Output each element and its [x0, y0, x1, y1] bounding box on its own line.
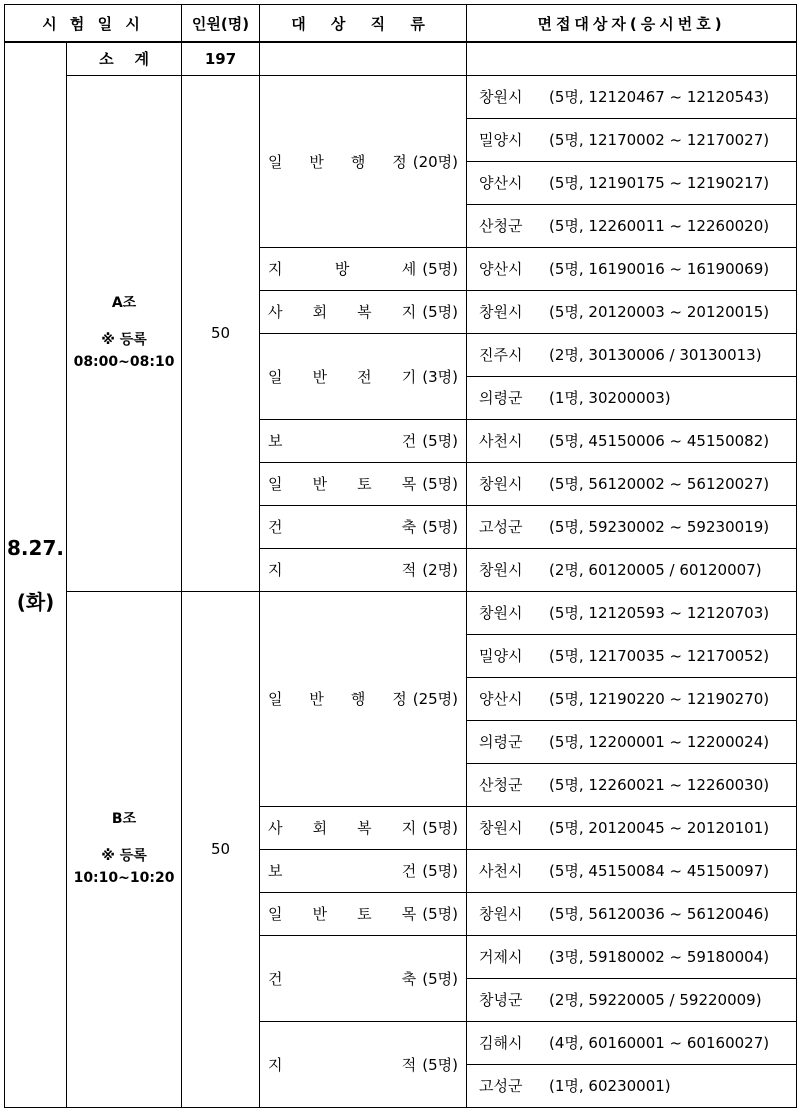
job-name — [268, 301, 422, 322]
job-name-char: 목 — [401, 905, 417, 923]
registration-note: ※ 등록 — [101, 331, 147, 348]
job-category-inner — [268, 1054, 458, 1075]
job-name — [268, 968, 422, 989]
candidate-detail: (5명, 20120003 ~ 20120015) — [549, 303, 770, 321]
candidate-city: 고성군 — [479, 1077, 523, 1095]
group-cell — [67, 75, 182, 591]
candidate-city: 산청군 — [479, 217, 523, 235]
group-count: 50 — [182, 75, 260, 591]
candidate-detail: (5명, 56120002 ~ 56120027) — [549, 475, 770, 493]
job-category-inner — [268, 151, 458, 172]
job-name-char: 토 — [357, 905, 372, 923]
candidate-detail: (2명, 30130006 / 30130013) — [549, 346, 762, 364]
group-gap — [67, 831, 181, 845]
job-category-inner — [268, 559, 458, 580]
candidate-detail: (5명, 45150084 ~ 45150097) — [549, 862, 770, 880]
candidate-city: 의령군 — [479, 733, 523, 751]
candidate-cell — [467, 419, 797, 462]
job-name-char: 지 — [268, 260, 283, 278]
candidate-cell — [467, 720, 797, 763]
job-count: (5명) — [422, 432, 459, 450]
job-name-char: 건 — [268, 969, 283, 988]
job-name-char: 지 — [268, 1055, 283, 1074]
candidate-cell — [467, 591, 797, 634]
candidate-cell — [467, 505, 797, 548]
job-name-char: 복 — [357, 303, 372, 321]
job-name-char: 사 — [268, 303, 283, 321]
job-name — [268, 1054, 422, 1075]
job-name-char: 지 — [401, 819, 417, 837]
job-category — [260, 333, 467, 419]
job-name — [268, 817, 422, 838]
group-count: 50 — [182, 591, 260, 1107]
group-gap — [67, 315, 181, 329]
candidate-cell — [467, 1021, 797, 1064]
candidate-detail: (5명, 16190016 ~ 16190069) — [549, 260, 770, 278]
candidate-detail: (5명, 12200001 ~ 12200024) — [549, 733, 770, 751]
job-category — [260, 290, 467, 333]
job-name-char: 정 — [392, 690, 407, 708]
candidate-detail: (2명, 59220005 / 59220009) — [549, 991, 762, 1009]
group-name: B조 — [111, 811, 137, 828]
candidate-city: 창원시 — [479, 819, 523, 837]
job-category-inner — [268, 366, 458, 387]
candidate-detail: (2명, 60120005 / 60120007) — [549, 561, 762, 579]
candidate-city: 양산시 — [479, 690, 523, 708]
job-name-char: 세 — [401, 260, 417, 278]
job-count: (5명) — [422, 905, 459, 923]
subtotal-value: 197 — [182, 42, 260, 75]
job-name — [268, 473, 422, 494]
candidate-cell — [467, 290, 797, 333]
job-count: (25명) — [412, 690, 459, 708]
candidate-detail: (5명, 12170002 ~ 12170027) — [549, 131, 770, 149]
job-name — [268, 151, 413, 172]
candidate-city: 고성군 — [479, 518, 523, 536]
job-name-char: 행 — [350, 690, 366, 708]
job-name-char: 적 — [401, 561, 417, 579]
header-job: 대 상 직 류 — [260, 5, 467, 43]
candidate-city: 양산시 — [479, 174, 523, 192]
job-category — [260, 849, 467, 892]
job-count: (5명) — [422, 819, 459, 837]
date-gap — [5, 561, 66, 589]
candidate-city: 창원시 — [479, 475, 523, 493]
job-name-char: 적 — [401, 1055, 417, 1074]
candidate-city: 밀양시 — [479, 647, 523, 665]
candidate-detail: (1명, 30200003) — [549, 389, 671, 407]
candidate-cell — [467, 333, 797, 376]
registration-note: ※ 등록 — [101, 847, 147, 864]
subtotal-candidates-empty — [467, 42, 797, 75]
candidate-cell — [467, 978, 797, 1021]
job-name — [268, 688, 413, 709]
job-category-inner — [268, 817, 458, 838]
job-name-char: 회 — [312, 303, 328, 321]
candidate-detail: (5명, 12190220 ~ 12190270) — [549, 690, 770, 708]
job-category — [260, 419, 467, 462]
job-name-char: 지 — [268, 561, 283, 579]
job-category-inner — [268, 903, 458, 924]
job-name-char: 행 — [350, 152, 366, 171]
job-count: (5명) — [422, 475, 459, 493]
subtotal-row — [5, 42, 797, 75]
job-name-char: 방 — [334, 260, 350, 278]
job-category — [260, 505, 467, 548]
job-category — [260, 462, 467, 505]
candidate-detail: (5명, 12120467 ~ 12120543) — [549, 88, 770, 106]
job-category — [260, 1021, 467, 1107]
candidate-city: 양산시 — [479, 260, 523, 278]
candidate-cell — [467, 1064, 797, 1107]
candidate-detail: (5명, 20120045 ~ 20120101) — [549, 819, 770, 837]
job-name-char: 일 — [268, 152, 283, 171]
job-category-inner — [268, 258, 458, 279]
job-name-char: 기 — [401, 367, 417, 386]
candidate-cell — [467, 462, 797, 505]
job-count: (20명) — [412, 152, 459, 171]
job-category-inner — [268, 860, 458, 881]
job-name-char: 일 — [268, 367, 283, 386]
candidate-cell — [467, 763, 797, 806]
table-row — [5, 591, 797, 634]
job-name — [268, 366, 422, 387]
candidate-cell — [467, 548, 797, 591]
candidate-city: 사천시 — [479, 862, 523, 880]
candidate-city: 창원시 — [479, 88, 523, 106]
candidate-cell — [467, 204, 797, 247]
job-count: (5명) — [422, 969, 459, 988]
job-category-inner — [268, 516, 458, 537]
candidate-detail: (5명, 12260021 ~ 12260030) — [549, 776, 770, 794]
candidate-city: 거제시 — [479, 948, 523, 966]
job-category — [260, 892, 467, 935]
job-name-char: 건 — [268, 518, 283, 536]
subtotal-label: 소 계 — [67, 42, 182, 75]
job-category — [260, 548, 467, 591]
job-name-char: 반 — [309, 152, 324, 171]
job-name — [268, 430, 422, 451]
candidate-city: 창녕군 — [479, 991, 523, 1009]
job-name-char: 축 — [401, 969, 417, 988]
job-name — [268, 258, 422, 279]
job-name-char: 반 — [312, 475, 328, 493]
candidate-detail: (5명, 45150006 ~ 45150082) — [549, 432, 770, 450]
job-count: (5명) — [422, 518, 459, 536]
candidate-detail: (1명, 60230001) — [549, 1077, 671, 1095]
job-name-char: 반 — [312, 905, 328, 923]
job-category — [260, 75, 467, 247]
candidate-city: 창원시 — [479, 905, 523, 923]
candidate-detail: (4명, 60160001 ~ 60160027) — [549, 1034, 770, 1052]
job-name-char: 복 — [357, 819, 372, 837]
exam-date: 8.27. — [7, 535, 64, 560]
job-name-char: 축 — [401, 518, 417, 536]
job-name-char: 정 — [392, 152, 407, 171]
job-name-char: 반 — [309, 690, 324, 708]
exam-date-cell — [5, 42, 67, 1107]
job-category-inner — [268, 968, 458, 989]
candidate-city: 창원시 — [479, 561, 523, 579]
job-name-char: 지 — [401, 303, 417, 321]
candidate-detail: (5명, 12120593 ~ 12120703) — [549, 604, 770, 622]
header-date: 시 험 일 시 — [5, 5, 182, 43]
group-name: A조 — [111, 295, 137, 312]
table-header-row — [5, 5, 797, 43]
candidate-city: 김해시 — [479, 1034, 523, 1052]
job-name-char: 사 — [268, 819, 283, 837]
candidate-cell — [467, 806, 797, 849]
candidate-cell — [467, 75, 797, 118]
job-name-char: 건 — [401, 862, 417, 880]
job-name-char: 회 — [312, 819, 328, 837]
candidate-detail: (5명, 56120036 ~ 56120046) — [549, 905, 770, 923]
job-name-char: 보 — [268, 862, 283, 880]
candidate-cell — [467, 376, 797, 419]
job-category — [260, 247, 467, 290]
job-count: (5명) — [422, 862, 459, 880]
job-category — [260, 806, 467, 849]
job-count: (2명) — [422, 561, 459, 579]
job-name — [268, 860, 422, 881]
candidate-cell — [467, 892, 797, 935]
candidate-cell — [467, 118, 797, 161]
job-category-inner — [268, 430, 458, 451]
job-category — [260, 935, 467, 1021]
subtotal-job-empty — [260, 42, 467, 75]
candidate-city: 진주시 — [479, 346, 523, 364]
candidate-detail: (3명, 59180002 ~ 59180004) — [549, 948, 770, 966]
candidate-city: 의령군 — [479, 389, 523, 407]
job-name-char: 반 — [312, 367, 328, 386]
exam-weekday: (화) — [16, 589, 55, 614]
candidate-city: 사천시 — [479, 432, 523, 450]
header-candidates: 면접대상자(응시번호) — [467, 5, 797, 43]
job-category-inner — [268, 688, 458, 709]
candidate-city: 창원시 — [479, 303, 523, 321]
candidate-detail: (5명, 59230002 ~ 59230019) — [549, 518, 770, 536]
candidate-cell — [467, 677, 797, 720]
job-category-inner — [268, 301, 458, 322]
job-name-char: 일 — [268, 690, 283, 708]
candidate-cell — [467, 161, 797, 204]
job-count: (3명) — [422, 367, 459, 386]
job-name-char: 보 — [268, 432, 283, 450]
candidate-cell — [467, 849, 797, 892]
job-name-char: 토 — [357, 475, 372, 493]
job-name-char: 전 — [357, 367, 372, 386]
candidate-detail: (5명, 12260011 ~ 12260020) — [549, 217, 770, 235]
job-category-inner — [268, 473, 458, 494]
job-name-char: 건 — [401, 432, 417, 450]
job-name — [268, 903, 422, 924]
job-count: (5명) — [422, 303, 459, 321]
candidate-cell — [467, 634, 797, 677]
candidate-city: 산청군 — [479, 776, 523, 794]
candidate-city: 창원시 — [479, 604, 523, 622]
registration-time: 10:10~10:20 — [73, 870, 175, 887]
job-count: (5명) — [422, 260, 459, 278]
job-name — [268, 516, 422, 537]
candidate-cell — [467, 247, 797, 290]
candidate-cell — [467, 935, 797, 978]
job-name-char: 일 — [268, 475, 283, 493]
job-name — [268, 559, 422, 580]
registration-time: 08:00~08:10 — [73, 354, 175, 371]
job-category — [260, 591, 467, 806]
group-cell — [67, 591, 182, 1107]
job-count: (5명) — [422, 1055, 459, 1074]
interview-schedule-table — [4, 4, 797, 1108]
candidate-detail: (5명, 12170035 ~ 12170052) — [549, 647, 770, 665]
job-name-char: 일 — [268, 905, 283, 923]
candidate-detail: (5명, 12190175 ~ 12190217) — [549, 174, 770, 192]
candidate-city: 밀양시 — [479, 131, 523, 149]
header-count: 인원(명) — [182, 5, 260, 43]
job-name-char: 목 — [401, 475, 417, 493]
table-row — [5, 75, 797, 118]
